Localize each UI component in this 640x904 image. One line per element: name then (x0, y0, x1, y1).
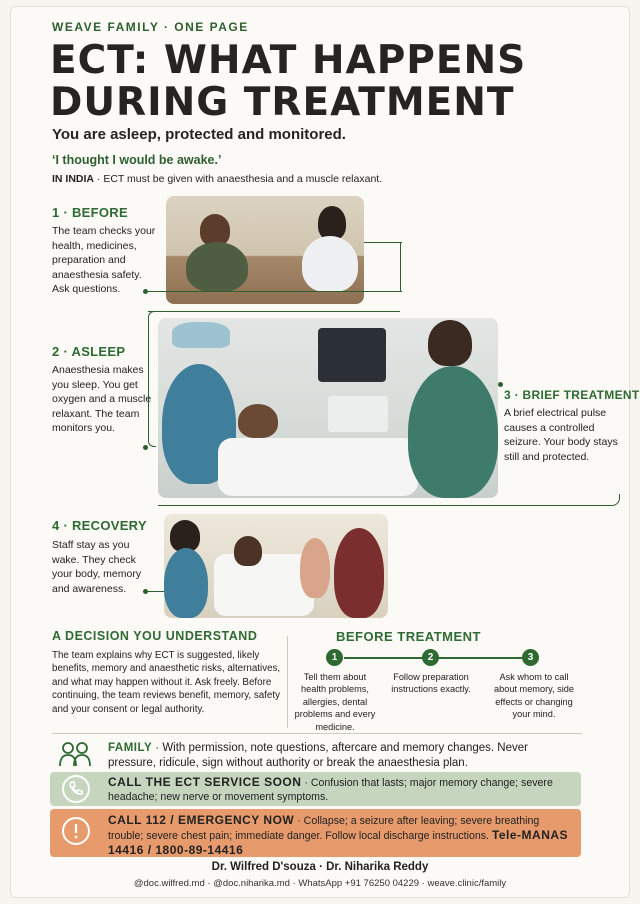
family-icon (58, 740, 92, 768)
step-recovery-text: Staff stay as you wake. They check your body, memory and awareness. (52, 539, 142, 595)
doctor-recovery (334, 528, 384, 618)
decision-heading: A DECISION YOU UNDERSTAND (52, 629, 258, 643)
alert-icon (62, 817, 90, 845)
nurse-scrubs-2 (164, 548, 208, 618)
connector-3 (158, 494, 620, 506)
ect-machine (328, 396, 388, 432)
connector-dot-3 (498, 382, 503, 387)
step-asleep-text: Anaesthesia makes you sleep. You get oxygen and a muscle relaxant. The team monitors you. (52, 364, 152, 434)
treatment-photo (158, 318, 498, 498)
family-text: · With permission, note questions, aftercare and memory changes. Never pressure, ridicule, sign without authority or break the anaesthesia plan. (108, 742, 528, 769)
step-asleep-heading: 2 · ASLEEP (52, 344, 126, 359)
emergency-band (50, 809, 581, 857)
before-step-2-number: 2 (422, 649, 439, 666)
emergency-details: · Collapse; a seizure after leaving; severe breathing trouble; severe chest pain; immediate danger. Follow local discharge instructions. (108, 815, 540, 842)
step-brief-treatment-heading: 3 · BRIEF TREATMENT (504, 388, 640, 402)
call-soon-band (50, 772, 581, 806)
step-before-text: The team checks your health, medicines, preparation and anaesthesia safety. Ask questions. (52, 225, 156, 295)
section-divider (287, 636, 288, 728)
bed (218, 438, 418, 496)
phone-icon (62, 775, 90, 803)
nurse-cap (172, 322, 230, 348)
before-step-1-text: Tell them about health problems, allergies, dental problems and every medicine. (294, 672, 376, 732)
recovering-patient-head (234, 536, 262, 566)
before-step-2-text: Follow preparation instructions exactly. (391, 672, 471, 695)
connector-1 (148, 242, 401, 292)
call-soon-text (108, 775, 576, 804)
step-brief-treatment-text: A brief electrical pulse causes a controlled seizure. Your body stays still and protected. (504, 407, 618, 463)
emergency-text (108, 813, 576, 858)
recovery-bed (214, 554, 314, 616)
divider (52, 733, 582, 734)
page-title (50, 40, 610, 124)
before-step-3-number: 3 (522, 649, 539, 666)
call-soon-details: · Confusion that lasts; major memory change; severe headache; new nerve or movement symptoms. (108, 777, 553, 803)
connector-2-top (148, 311, 400, 312)
title-line-1: ECT: WHAT HAPPENS (50, 38, 527, 83)
relative (300, 538, 330, 598)
subtitle: You are asleep, protected and monitored. (52, 126, 346, 143)
family-label: FAMILY (108, 742, 153, 754)
recovery-photo (164, 514, 388, 618)
india-label: IN INDIA (52, 173, 94, 185)
step-before-heading: 1 · BEFORE (52, 205, 128, 220)
step-recovery-heading: 4 · RECOVERY (52, 518, 147, 533)
doctor-scrubs (408, 366, 498, 498)
connector-1-bottom (148, 291, 402, 292)
connector-1-top (364, 242, 402, 243)
brand-label: WEAVE FAMILY · ONE PAGE (52, 20, 249, 34)
contacts: @doc.wilfred.md · @doc.niharika.md · WhatsApp +91 76250 04229 · weave.clinic/family (133, 878, 507, 889)
family-note (108, 741, 578, 771)
india-note (52, 173, 382, 185)
quote: ‘I thought I would be awake.’ (52, 153, 222, 167)
before-step-1-number: 1 (326, 649, 343, 666)
doctor-head (318, 206, 346, 240)
helpline: Tele-MANAS 14416 / 1800-89-14416 (108, 828, 569, 857)
connector-dot-1 (143, 289, 148, 294)
connector-4 (148, 591, 164, 592)
emergency-label: CALL 112 / EMERGENCY NOW (108, 813, 295, 827)
before-treatment-heading: BEFORE TREATMENT (336, 629, 481, 644)
decision-text: The team explains why ECT is suggested, likely benefits, memory and anaesthetic risks, alternatives, and what may happen without it. Ask freely. Before continuing, the team reviews benefit, memory, safety and your consent or legal authority. (52, 650, 281, 715)
doctors: Dr. Wilfred D'souza · Dr. Niharika Reddy (211, 861, 429, 873)
connector-2 (148, 311, 156, 447)
before-step-3-text: Ask whom to call about memory, side effects or changing your mind. (494, 672, 574, 720)
monitor (318, 328, 386, 382)
call-soon-label: CALL THE ECT SERVICE SOON (108, 775, 302, 789)
patient-head-asleep (238, 404, 278, 438)
doctor-head-2 (428, 320, 472, 366)
connector-dot-2 (143, 445, 148, 450)
india-text: · ECT must be given with anaesthesia and a muscle relaxant. (94, 173, 383, 185)
title-line-2: DURING TREATMENT (50, 80, 515, 125)
